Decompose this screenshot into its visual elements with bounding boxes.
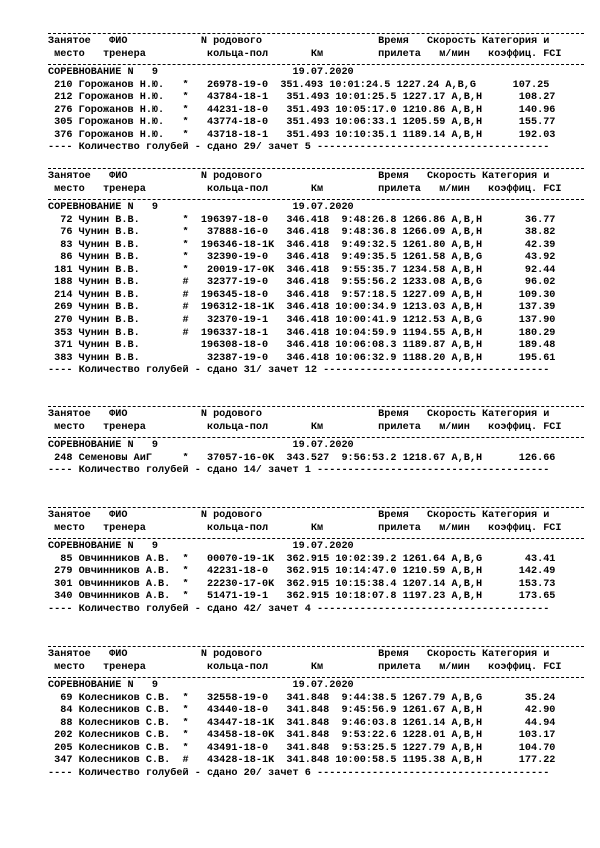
table-row: 212 Горожанов Н.Ю. * 43784-18-1 351.493 10:01:25.5 1227.17 A,B,H 108.27 (48, 92, 556, 104)
results-section (48, 30, 588, 155)
summary-line: ---- Количество голубей - сдано 20/ зачет 6 -------------------------------------- (48, 767, 550, 779)
header-line-1: Занятое ФИО N родового Время Скорость Категория и (48, 171, 550, 182)
divider (48, 646, 584, 647)
table-row: 301 Овчинников А.В. * 22230-17-0K 362.915 10:15:38.4 1207.14 A,B,H 153.73 (48, 578, 556, 590)
header-line-1: Занятое ФИО N родового Время Скорость Категория и (48, 510, 550, 521)
header-line-1: Занятое ФИО N родового Время Скорость Категория и (48, 409, 550, 420)
table-row: 181 Чунин В.В. * 20019-17-0K 346.418 9:55:35.7 1234.58 A,B,H 92.44 (48, 264, 556, 276)
table-row: 72 Чунин В.В. * 196397-18-0 346.418 9:48:26.8 1266.86 A,B,H 36.77 (48, 214, 556, 226)
divider (48, 64, 584, 65)
divider (48, 168, 584, 169)
header-line-2: место тренера кольца-пол Км прилета м/мин коэффиц. FCI (48, 183, 562, 195)
table-row: 347 Колесников С.В. # 43428-18-1K 341.848 10:00:58.5 1195.38 A,B,H 177.22 (48, 755, 556, 767)
divider (48, 677, 584, 678)
table-row: 85 Овчинников А.В. * 00070-19-1K 362.915 10:02:39.2 1261.64 A,B,G 43.41 (48, 553, 556, 565)
table-row: 269 Чунин В.В. # 196312-18-1K 346.418 10:00:34.9 1213.03 A,B,H 137.39 (48, 302, 556, 314)
summary-line: ---- Количество голубей - сдано 31/ зачет 12 ------------------------------------- (48, 365, 550, 377)
table-row: 86 Чунин В.В. * 32390-19-0 346.418 9:49:35.5 1261.58 A,B,G 43.92 (48, 252, 556, 264)
results-section (48, 165, 588, 378)
competition-line: СОРЕВНОВАНИЕ N 9 19.07.2020 (48, 67, 354, 79)
summary-line: ---- Количество голубей - сдано 29/ зачет 5 -------------------------------------- (48, 142, 550, 154)
header-line-1: Занятое ФИО N родового Время Скорость Категория и (48, 36, 550, 47)
table-row: 69 Колесников С.В. * 32558-19-0 341.848 9:44:38.5 1267.79 A,B,G 35.24 (48, 692, 556, 704)
divider (48, 507, 584, 508)
table-row: 210 Горожанов Н.Ю. * 26978-19-0 351.493 10:01:24.5 1227.24 A,B,G 107.25 (48, 79, 550, 91)
header-line-2: место тренера кольца-пол Км прилета м/мин коэффиц. FCI (48, 421, 562, 433)
table-row: 188 Чунин В.В. # 32377-19-0 346.418 9:55:56.2 1233.08 A,B,G 96.02 (48, 277, 556, 289)
summary-line: ---- Количество голубей - сдано 42/ зачет 4 -------------------------------------- (48, 603, 550, 615)
table-row: 83 Чунин В.В. * 196346-18-1K 346.418 9:49:32.5 1261.80 A,B,H 42.39 (48, 239, 556, 251)
table-row: 84 Колесников С.В. * 43440-18-0 341.848 9:45:56.9 1261.67 A,B,H 42.90 (48, 705, 556, 717)
table-row: 376 Горожанов Н.Ю. * 43718-18-1 351.493 10:10:35.1 1189.14 A,B,H 192.03 (48, 129, 556, 141)
summary-line: ---- Количество голубей - сдано 14/ зачет 1 -------------------------------------- (48, 465, 550, 477)
competition-line: СОРЕВНОВАНИЕ N 9 19.07.2020 (48, 680, 354, 692)
table-row: 248 Семеновы АиГ * 37057-16-0K 343.527 9:56:53.2 1218.67 A,B,H 126.66 (48, 452, 556, 464)
divider (48, 33, 584, 34)
table-row: 279 Овчинников А.В. * 42231-18-0 362.915 10:14:47.0 1210.59 A,B,H 142.49 (48, 566, 556, 578)
results-section (48, 643, 588, 780)
divider (48, 199, 584, 200)
header-line-1: Занятое ФИО N родового Время Скорость Категория и (48, 649, 550, 660)
header-line-2: место тренера кольца-пол Км прилета м/мин коэффиц. FCI (48, 661, 562, 673)
divider (48, 406, 584, 407)
table-row: 202 Колесников С.В. * 43458-18-0K 341.848 9:53:22.6 1228.01 A,B,H 103.17 (48, 730, 556, 742)
results-section (48, 504, 588, 616)
divider (48, 538, 584, 539)
table-row: 76 Чунин В.В. * 37888-16-0 346.418 9:48:36.8 1266.09 A,B,H 38.82 (48, 227, 556, 239)
results-section (48, 403, 588, 478)
header-line-2: место тренера кольца-пол Км прилета м/мин коэффиц. FCI (48, 522, 562, 534)
table-row: 205 Колесников С.В. * 43491-18-0 341.848 9:53:25.5 1227.79 A,B,H 104.70 (48, 742, 556, 754)
header-line-2: место тренера кольца-пол Км прилета м/мин коэффиц. FCI (48, 48, 562, 60)
table-row: 88 Колесников С.В. * 43447-18-1K 341.848 9:46:03.8 1261.14 A,B,H 44.94 (48, 717, 556, 729)
competition-line: СОРЕВНОВАНИЕ N 9 19.07.2020 (48, 202, 354, 214)
table-row: 214 Чунин В.В. # 196345-18-0 346.418 9:57:18.5 1227.09 A,B,H 109.30 (48, 289, 556, 301)
table-row: 383 Чунин В.В. 32387-19-0 346.418 10:06:32.9 1188.20 A,B,H 195.61 (48, 352, 556, 364)
table-row: 353 Чунин В.В. # 196337-18-1 346.418 10:04:59.9 1194.55 A,B,H 180.29 (48, 327, 556, 339)
competition-line: СОРЕВНОВАНИЕ N 9 19.07.2020 (48, 541, 354, 553)
table-row: 276 Горожанов Н.Ю. * 44231-18-0 351.493 10:05:17.0 1210.86 A,B,H 140.96 (48, 104, 556, 116)
divider (48, 437, 584, 438)
table-row: 340 Овчинников А.В. * 51471-19-1 362.915 10:18:07.8 1197.23 A,B,H 173.65 (48, 591, 556, 603)
competition-line: СОРЕВНОВАНИЕ N 9 19.07.2020 (48, 440, 354, 452)
table-row: 371 Чунин В.В. 196308-18-0 346.418 10:06:08.3 1189.87 A,B,H 189.48 (48, 340, 556, 352)
table-row: 305 Горожанов Н.Ю. * 43774-18-0 351.493 10:06:33.1 1205.59 A,B,H 155.77 (48, 117, 556, 129)
table-row: 270 Чунин В.В. # 32370-19-1 346.418 10:00:41.9 1212.53 A,B,G 137.90 (48, 315, 556, 327)
